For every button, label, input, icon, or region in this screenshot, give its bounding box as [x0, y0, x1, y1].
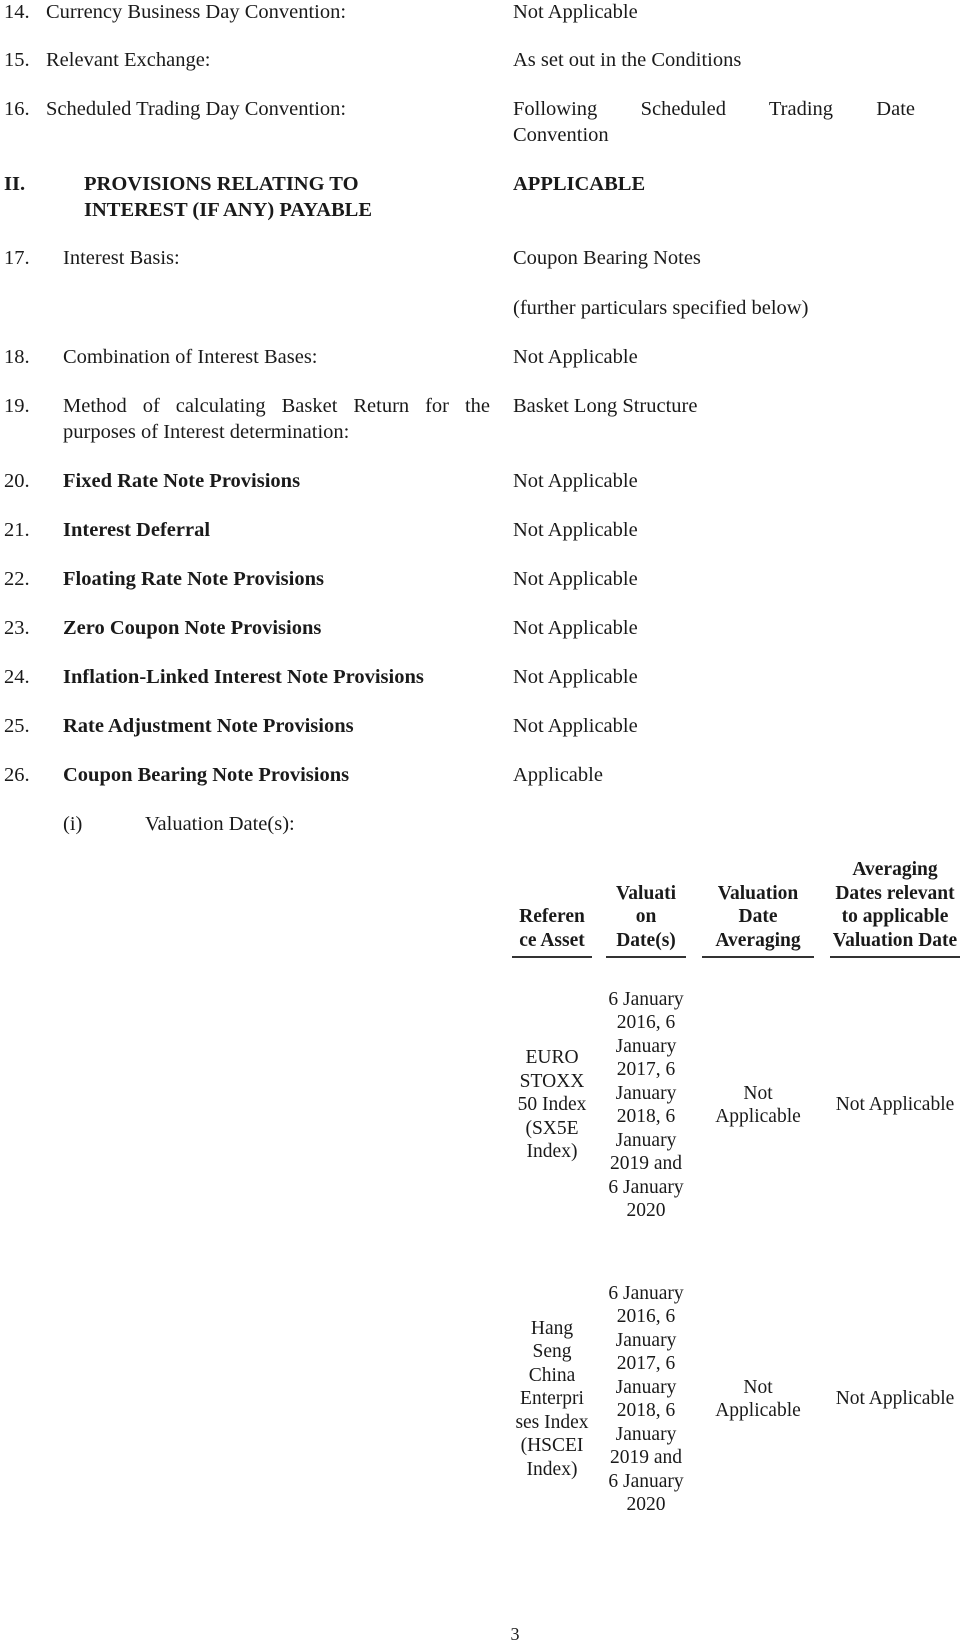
item-18-label: Combination of Interest Bases:	[63, 346, 318, 368]
item-15-value: As set out in the Conditions	[513, 49, 742, 71]
item-17-note: (further particulars specified below)	[513, 297, 809, 319]
item-15-number: 15.	[4, 49, 30, 71]
item-20-label: Fixed Rate Note Provisions	[63, 470, 301, 492]
item-25-value: Not Applicable	[513, 715, 638, 737]
item-18-value: Not Applicable	[513, 346, 638, 368]
item-21-label: Interest Deferral	[63, 519, 211, 541]
item-23-value: Not Applicable	[513, 617, 638, 639]
table-header-averaging-dates: Averaging Dates relevant to applicable Valuation Date	[830, 812, 960, 958]
item-25-number: 25.	[4, 715, 30, 737]
item-19-number: 19.	[4, 395, 30, 417]
item-16-value-line2: Convention	[513, 124, 609, 146]
item-19-value: Basket Long Structure	[513, 395, 698, 417]
item-23-label: Zero Coupon Note Provisions	[63, 617, 322, 639]
table-row-1-dates: 6 January 2016, 6 January 2017, 6 January 2018, 6 January 2019 and 6 January 2020	[608, 988, 684, 1221]
item-21-value: Not Applicable	[513, 519, 638, 541]
section-number: II.	[4, 173, 26, 195]
item-17-value: Coupon Bearing Notes	[513, 247, 701, 269]
item-17-label: Interest Basis:	[63, 247, 180, 269]
item-22-label: Floating Rate Note Provisions	[63, 568, 324, 590]
table-row-1-asset: EURO STOXX 50 Index (SX5E Index)	[517, 1047, 587, 1163]
table-row-2-avg-dates: Not Applicable	[835, 1388, 955, 1410]
item-26-value: Applicable	[513, 764, 603, 786]
item-14-label: Currency Business Day Convention:	[46, 1, 347, 23]
sub-item-label: Valuation Date(s):	[145, 813, 295, 835]
item-14-value: Not Applicable	[513, 1, 638, 23]
item-24-value: Not Applicable	[513, 666, 638, 688]
table-row-2-averaging: Not Applicable	[715, 1376, 801, 1421]
item-25-label: Rate Adjustment Note Provisions	[63, 715, 354, 737]
item-16-number: 16.	[4, 98, 30, 120]
table-row-2-dates: 6 January 2016, 6 January 2017, 6 January 2018, 6 January 2019 and 6 January 2020	[608, 1282, 684, 1515]
item-18-number: 18.	[4, 346, 30, 368]
section-title-line2: INTEREST (IF ANY) PAYABLE	[84, 199, 373, 221]
item-16-value-line1: Following Scheduled Trading Date	[513, 98, 915, 120]
table-header-reference-asset: Referen ce Asset	[512, 812, 592, 958]
item-24-number: 24.	[4, 666, 30, 688]
table-header-valuation-date-averaging: Valuation Date Averaging	[702, 812, 814, 958]
item-22-value: Not Applicable	[513, 568, 638, 590]
table-header-valuation-dates: Valuati on Date(s)	[606, 812, 686, 958]
section-title-line1: PROVISIONS RELATING TO	[84, 173, 359, 195]
item-24-label: Inflation-Linked Interest Note Provisions	[63, 666, 424, 688]
item-14-number: 14.	[4, 1, 30, 23]
page-number: 3	[510, 1624, 520, 1644]
item-26-number: 26.	[4, 764, 30, 786]
item-20-number: 20.	[4, 470, 30, 492]
item-19-label-line1: Method of calculating Basket Return for the	[63, 395, 490, 417]
item-23-number: 23.	[4, 617, 30, 639]
table-row-2-asset: Hang Seng China Enterpri ses Index (HSCEI Index)	[515, 1317, 589, 1480]
item-15-label: Relevant Exchange:	[46, 49, 211, 71]
sub-item-number: (i)	[63, 813, 83, 835]
item-21-number: 21.	[4, 519, 30, 541]
item-16-label: Scheduled Trading Day Convention:	[46, 98, 347, 120]
table-row-1-avg-dates: Not Applicable	[835, 1094, 955, 1116]
item-17-number: 17.	[4, 247, 30, 269]
item-20-value: Not Applicable	[513, 470, 638, 492]
item-19-label-line2: purposes of Interest determination:	[63, 421, 350, 443]
section-value: APPLICABLE	[513, 173, 646, 195]
table-row-1-averaging: Not Applicable	[715, 1082, 801, 1127]
item-26-label: Coupon Bearing Note Provisions	[63, 764, 350, 786]
item-22-number: 22.	[4, 568, 30, 590]
